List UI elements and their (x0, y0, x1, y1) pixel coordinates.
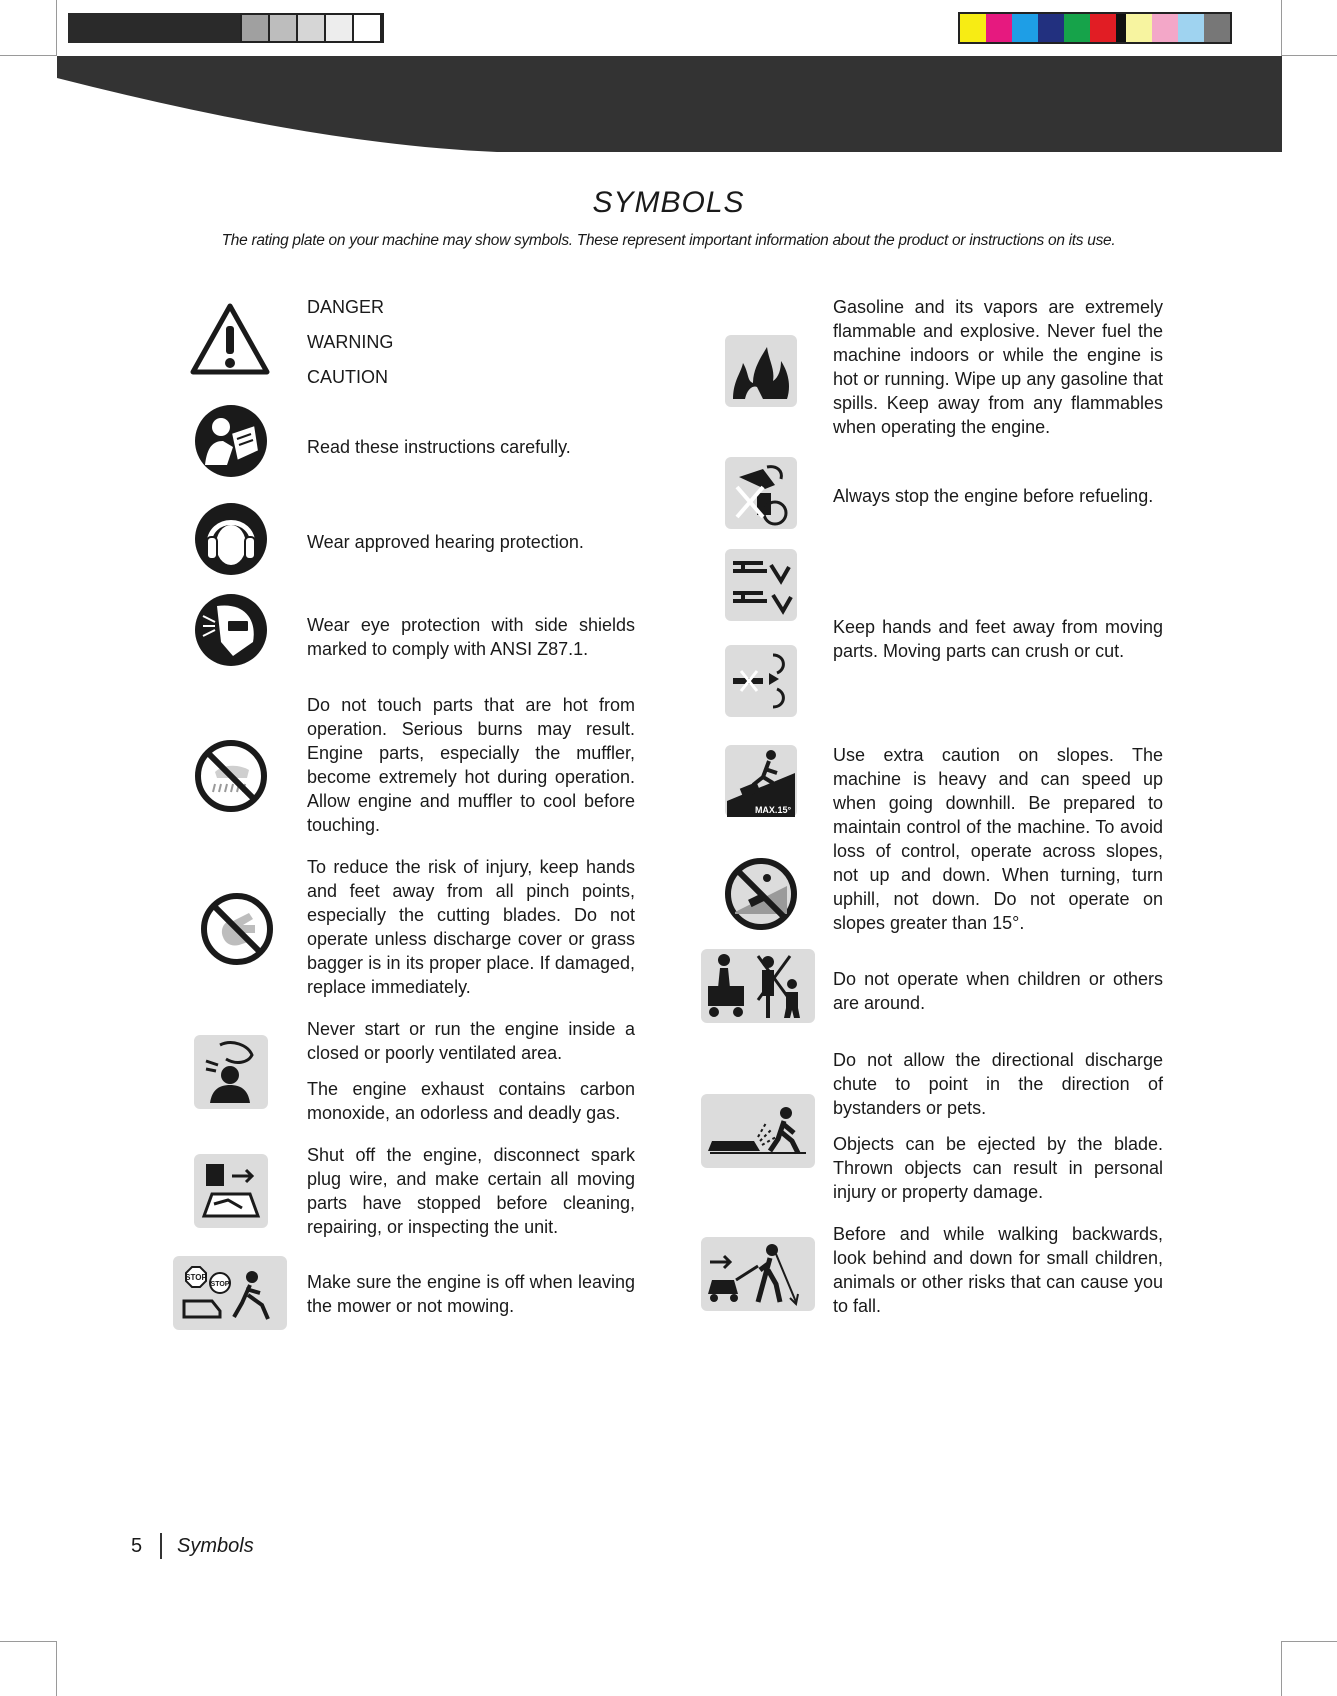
gray-swatch (326, 15, 354, 41)
hot-parts-text: Do not touch parts that are hot from operation. Serious burns may result. Engine parts, especially the muffler, become extremely hot during operation. Allow engine and muffler to cool before touching. (307, 695, 635, 835)
ejected-objects-text: Objects can be ejected by the blade. Thrown objects can result in personal injury or property damage. (833, 1134, 1163, 1202)
eye-protection-icon (190, 591, 272, 669)
stop-engine-when-leaving-icon (172, 1255, 288, 1331)
gray-swatch (354, 15, 382, 41)
color-swatch (1178, 14, 1204, 42)
look-behind-icon (700, 1236, 816, 1312)
hearing-protection-text: Wear approved hearing protection. (307, 532, 584, 552)
read-manual-icon (190, 402, 272, 480)
no-children-text: Do not operate when children or others are around. (833, 969, 1163, 1013)
ventilation-text: Never start or run the engine inside a closed or poorly ventilated area. (307, 1019, 635, 1063)
gray-swatch (270, 15, 298, 41)
registration-bar (68, 13, 240, 43)
moving-parts-text: Keep hands and feet away from moving parts. Moving parts can crush or cut. (833, 617, 1163, 661)
gasoline-flammable-text: Gasoline and its vapors are extremely flammable and explosive. Never fuel the machine indoors or while the engine is hot or running. Wipe up any gasoline that spills. Keep away from any flammables when operating the engine. (833, 297, 1163, 437)
color-swatch (1038, 14, 1064, 42)
stop-before-refuel-icon (720, 454, 802, 532)
disconnect-spark-plug-icon (190, 1152, 272, 1230)
engine-off-text: Make sure the engine is off when leaving the mower or not mowing. (307, 1272, 635, 1316)
stop-sign-label: STOP (210, 1281, 230, 1288)
no-hands-pinch-icon (196, 890, 278, 968)
page-subtitle: The rating plate on your machine may show symbols. These represent important information about the product or instructions on its use. (221, 232, 1116, 249)
crop-mark (1281, 1641, 1282, 1696)
color-swatch (1126, 14, 1152, 42)
color-swatch (1152, 14, 1178, 42)
crop-mark (56, 0, 57, 56)
moving-parts-icon (720, 546, 802, 624)
color-swatch (1204, 14, 1230, 42)
carbon-monoxide-text: The engine exhaust contains carbon monoxide, an odorless and deadly gas. (307, 1079, 635, 1123)
color-swatch (1116, 14, 1126, 42)
no-slope-up-down-icon (720, 855, 802, 933)
signal-word-caution: CAUTION (307, 367, 388, 387)
crop-mark (56, 1641, 57, 1696)
gray-scale-bar (240, 13, 384, 43)
color-swatch (960, 14, 986, 42)
toxic-fumes-icon (190, 1033, 272, 1111)
crop-mark (1281, 1641, 1337, 1642)
color-swatch (1090, 14, 1116, 42)
disconnect-spark-plug-text: Shut off the engine, disconnect spark plug wire, and make certain all moving parts have stopped before cleaning, repairing, or inspecting the unit. (307, 1145, 635, 1237)
signal-word-warning: WARNING (307, 332, 394, 352)
color-calibration-bar (958, 12, 1232, 44)
hot-surface-no-touch-icon (190, 737, 272, 815)
color-swatch (1012, 14, 1038, 42)
eye-protection-text: Wear eye protection with side shields marked to comply with ANSI Z87.1. (307, 615, 635, 659)
thrown-objects-icon (700, 1093, 816, 1169)
slope-caution-icon (720, 742, 802, 820)
color-swatch (986, 14, 1012, 42)
warning-triangle-icon (189, 300, 271, 378)
page-number: 5 (131, 1535, 143, 1557)
header-swoosh (57, 56, 1282, 152)
signal-word-danger: DANGER (307, 297, 385, 317)
discharge-chute-text: Do not allow the directional discharge chute to point in the direction of bystanders or pets. (833, 1050, 1163, 1118)
gray-swatch (242, 15, 270, 41)
slope-caution-text: Use extra caution on slopes. The machine is heavy and can speed up when going downhill. Be prepared to maintain control of the machine. To avoid loss of control, operate across slopes, not up and down. When turning, turn uphill, not down. Do not operate on slopes greater than 15°. (833, 745, 1163, 933)
look-behind-text: Before and while walking backwards, look behind and down for small children, animals or other risks that can cause you to fall. (833, 1224, 1163, 1316)
no-children-icon (700, 948, 816, 1024)
crop-mark (1281, 55, 1337, 56)
hearing-protection-icon (190, 500, 272, 578)
stop-sign-label: STOP (185, 1273, 207, 1282)
page-title: SYMBOLS (592, 186, 745, 219)
gray-swatch (298, 15, 326, 41)
crush-hazard-icon (720, 642, 802, 720)
footer-divider (160, 1533, 162, 1559)
signal-words (307, 295, 635, 389)
color-swatch (1064, 14, 1090, 42)
pinch-points-text: To reduce the risk of injury, keep hands and feet away from all pinch points, especially the cutting blades. Do not operate unless discharge cover or grass bagger is in its proper place. If damaged, replace immediately. (307, 857, 635, 997)
crop-mark (0, 1641, 56, 1642)
read-instructions-text: Read these instructions carefully. (307, 437, 571, 457)
crop-mark (1281, 0, 1282, 56)
fire-hazard-icon (720, 332, 802, 410)
stop-before-refuel-text: Always stop the engine before refueling. (833, 486, 1154, 506)
max-slope-badge: MAX.15° (754, 805, 792, 815)
footer-section-label: Symbols (177, 1535, 254, 1557)
crop-mark (0, 55, 56, 56)
